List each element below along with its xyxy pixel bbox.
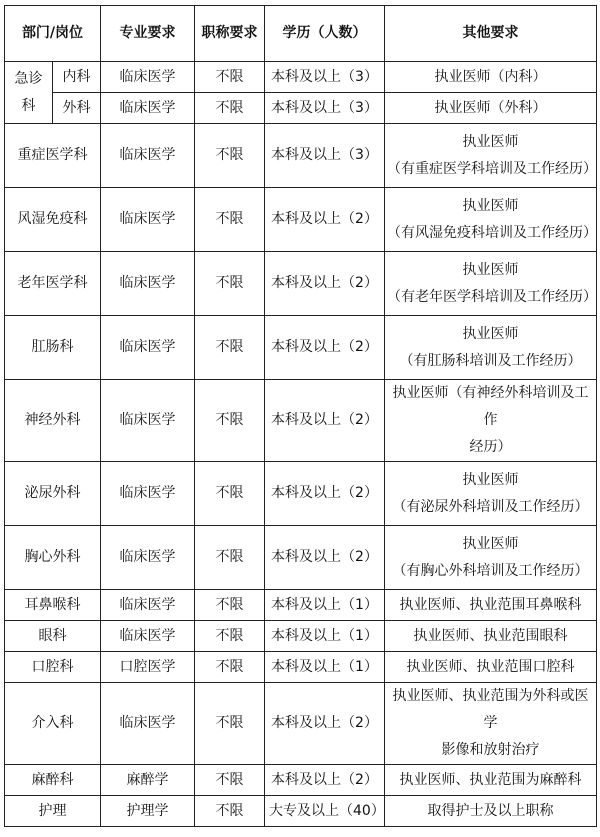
header-other: 其他要求 [385,6,597,62]
dept-cell: 风湿免疫科 [5,188,101,252]
other-line-2: （有胸心外科培训及工作经历） [392,562,589,579]
other-line-1: 取得护士及以上职称 [427,802,554,819]
major-cell: 临床医学 [101,62,195,93]
edu-cell: 本科及以上（2） [265,252,385,316]
other-line-2: 经历） [469,439,512,455]
table-row [5,526,597,590]
dept-cell: 神经外科 [5,380,101,462]
title-cell: 不限 [195,380,265,462]
table-row [5,683,597,765]
dept-emergency: 急诊科 [5,62,53,124]
major-cell: 临床医学 [101,124,195,188]
title-cell: 不限 [195,683,265,765]
other-line-1: 执业医师 [462,535,519,552]
title-cell: 不限 [195,62,265,93]
other-line-1: 执业医师 [462,261,519,278]
major-cell: 临床医学 [101,188,195,252]
major-cell: 临床医学 [101,462,195,526]
sub-dept: 内科 [53,62,101,93]
edu-cell: 本科及以上（3） [265,124,385,188]
table-row [5,652,597,683]
other-cell [385,316,597,380]
dept-cell: 口腔科 [5,652,101,683]
dept-cell: 耳鼻喉科 [5,590,101,621]
other-line-1: 执业医师、执业范围为外科或医学 [392,688,589,731]
other-cell [385,526,597,590]
other-cell [385,124,597,188]
other-line-2: （有肛肠科培训及工作经历） [399,352,582,369]
title-cell: 不限 [195,462,265,526]
edu-cell: 本科及以上（1） [265,652,385,683]
major-cell: 临床医学 [101,93,195,124]
other-line-2: （有重症医学科培训及工作经历） [387,160,597,177]
title-cell: 不限 [195,124,265,188]
major-cell: 临床医学 [101,590,195,621]
other-cell [385,462,597,526]
dept-cell: 老年医学科 [5,252,101,316]
table-row [5,124,597,188]
header-row [5,6,597,62]
edu-cell: 本科及以上（3） [265,62,385,93]
title-cell: 不限 [195,796,265,827]
edu-cell: 本科及以上（2） [265,188,385,252]
other-line-2: （有老年医学科培训及工作经历） [387,288,597,305]
table-row [5,590,597,621]
table-row [5,316,597,380]
other-line-2: （有风湿免疫科培训及工作经历） [387,224,597,241]
dept-cell: 重症医学科 [5,124,101,188]
table-row [5,62,597,93]
table-row [5,93,597,124]
other-cell [385,683,597,765]
other-cell [385,188,597,252]
header-dept: 部门/岗位 [5,6,101,62]
sub-dept: 外科 [53,93,101,124]
other-line-2: 影像和放射治疗 [441,742,540,758]
title-cell: 不限 [195,252,265,316]
table-row [5,380,597,462]
other-line-1: 执业医师（有神经外科培训及工作 [392,385,589,428]
title-cell: 不限 [195,93,265,124]
major-cell: 临床医学 [101,316,195,380]
other-line-1: 执业医师、执业范围为麻醉科 [399,771,582,788]
major-cell: 口腔医学 [101,652,195,683]
other-line-1: 执业医师 [462,197,519,214]
dept-cell: 泌尿外科 [5,462,101,526]
other-cell: 执业医师（外科） [385,93,597,124]
other-cell: 执业医师（内科） [385,62,597,93]
edu-cell: 本科及以上（1） [265,590,385,621]
major-cell: 麻醉学 [101,765,195,796]
edu-cell: 本科及以上（3） [265,93,385,124]
edu-cell: 本科及以上（2） [265,765,385,796]
table-row [5,252,597,316]
title-cell: 不限 [195,526,265,590]
major-cell: 临床医学 [101,621,195,652]
other-cell [385,652,597,683]
major-cell: 护理学 [101,796,195,827]
major-cell: 临床医学 [101,526,195,590]
other-line-1: 执业医师、执业范围口腔科 [406,658,575,675]
title-cell: 不限 [195,765,265,796]
other-line-1: 执业医师 [462,133,519,150]
major-cell: 临床医学 [101,683,195,765]
header-edu: 学历（人数） [265,6,385,62]
edu-cell: 本科及以上（2） [265,526,385,590]
title-cell: 不限 [195,652,265,683]
other-cell [385,765,597,796]
dept-cell: 麻醉科 [5,765,101,796]
other-line-1: 执业医师 [462,325,519,342]
other-line-2: （有泌尿外科培训及工作经历） [392,498,589,515]
other-cell [385,380,597,462]
major-cell: 临床医学 [101,380,195,462]
header-title: 职称要求 [195,6,265,62]
table-row [5,796,597,827]
title-cell: 不限 [195,316,265,380]
table-row [5,621,597,652]
dept-cell: 护理 [5,796,101,827]
dept-cell: 肛肠科 [5,316,101,380]
title-cell: 不限 [195,621,265,652]
table-row [5,188,597,252]
other-cell [385,252,597,316]
edu-cell: 本科及以上（2） [265,316,385,380]
edu-cell: 本科及以上（1） [265,621,385,652]
table-row [5,765,597,796]
other-line-1: 执业医师、执业范围耳鼻喉科 [399,596,582,613]
title-cell: 不限 [195,590,265,621]
other-line-1: 执业医师、执业范围眼科 [413,627,568,644]
other-line-1: 执业医师 [462,471,519,488]
other-cell [385,590,597,621]
major-cell: 临床医学 [101,252,195,316]
other-cell [385,621,597,652]
dept-cell: 胸心外科 [5,526,101,590]
edu-cell: 本科及以上（2） [265,380,385,462]
edu-cell: 本科及以上（2） [265,683,385,765]
recruitment-table [4,5,597,827]
dept-cell: 介入科 [5,683,101,765]
header-major: 专业要求 [101,6,195,62]
dept-cell: 眼科 [5,621,101,652]
edu-cell: 大专及以上（40） [265,796,385,827]
table-row [5,462,597,526]
title-cell: 不限 [195,188,265,252]
other-cell [385,796,597,827]
edu-cell: 本科及以上（2） [265,462,385,526]
